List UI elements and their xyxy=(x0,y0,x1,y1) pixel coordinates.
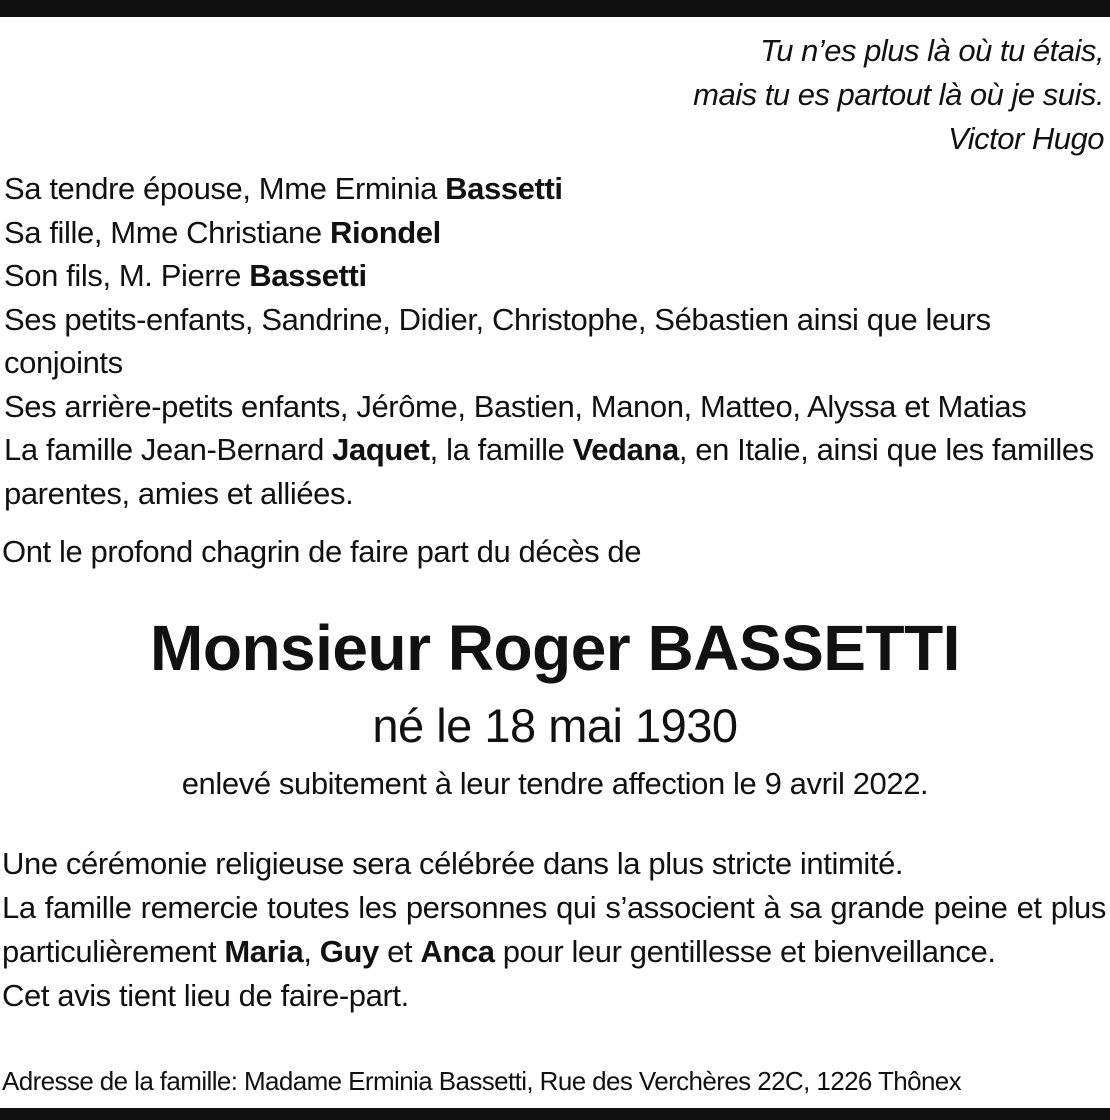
notice-text: Cet avis tient lieu de faire-part. xyxy=(2,978,409,1013)
quote-author: Victor Hugo xyxy=(948,121,1104,156)
family-relatives-text-3: , en Italie, ainsi que les familles parentes, amies et alliées. xyxy=(4,432,1094,511)
family-son-text: Son fils, M. Pierre xyxy=(4,258,250,293)
family-grandchildren: Ses petits-enfants, Sandrine, Didier, Christophe, Sébastien ainsi que leurs conjoints xyxy=(4,301,991,380)
family-list xyxy=(4,167,1108,515)
thanks-paragraph xyxy=(2,886,1106,974)
quote-line-1: Tu n’es plus là où tu étais, xyxy=(760,33,1104,68)
thanks-name-2: Guy xyxy=(319,934,379,969)
family-relatives-text-2: , la famille xyxy=(429,432,573,467)
closing-section xyxy=(2,842,1106,1018)
thanks-text-2: pour leur gentillesse et bienveillance. xyxy=(494,934,996,969)
family-relatives xyxy=(4,428,1108,515)
thanks-name-1: Maria xyxy=(224,934,304,969)
family-address: Adresse de la famille: Madame Erminia Bassetti, Rue des Verchères 22C, 1226 Thônex xyxy=(2,1066,962,1096)
family-daughter-text: Sa fille, Mme Christiane xyxy=(4,214,330,250)
family-great-grandchildren: Ses arrière-petits enfants, Jérôme, Bastien, Manon, Matteo, Alyssa et Matias xyxy=(4,388,1027,424)
thanks-separator-1: , xyxy=(303,934,320,969)
family-spouse-text: Sa tendre épouse, Mme Erminia xyxy=(4,171,446,206)
deceased-name: Monsieur Roger BASSETTI xyxy=(150,612,960,684)
quote-line-2: mais tu es partout là où je suis. xyxy=(693,77,1104,112)
thanks-text-1: La famille remercie toutes les personnes qui s’associent à sa grande peine et plus particulièrement xyxy=(2,890,1106,969)
family-relatives-name-1: Jaquet xyxy=(332,432,430,467)
bottom-border-rule xyxy=(0,1108,1110,1120)
top-border-rule xyxy=(0,0,1110,17)
family-son xyxy=(4,254,1108,298)
thanks-separator-2: et xyxy=(378,934,421,969)
epigraph-quote xyxy=(693,29,1104,161)
family-daughter-surname: Riondel xyxy=(329,214,441,250)
family-spouse-surname: Bassetti xyxy=(445,171,563,206)
ceremony-text: Une cérémonie religieuse sera célébrée dans la plus stricte intimité. xyxy=(2,846,904,881)
thanks-name-3: Anca xyxy=(420,934,495,969)
birth-date: né le 18 mai 1930 xyxy=(372,699,738,752)
family-daughter xyxy=(4,211,1108,255)
family-spouse xyxy=(4,167,1108,211)
family-relatives-text-1: La famille Jean-Bernard xyxy=(4,432,333,467)
family-son-surname: Bassetti xyxy=(249,258,367,293)
family-relatives-name-2: Vedana xyxy=(572,432,679,467)
death-notice: enlevé subitement à leur tendre affection le 9 avril 2022. xyxy=(181,766,929,801)
announcement-text: Ont le profond chagrin de faire part du décès de xyxy=(2,534,642,569)
